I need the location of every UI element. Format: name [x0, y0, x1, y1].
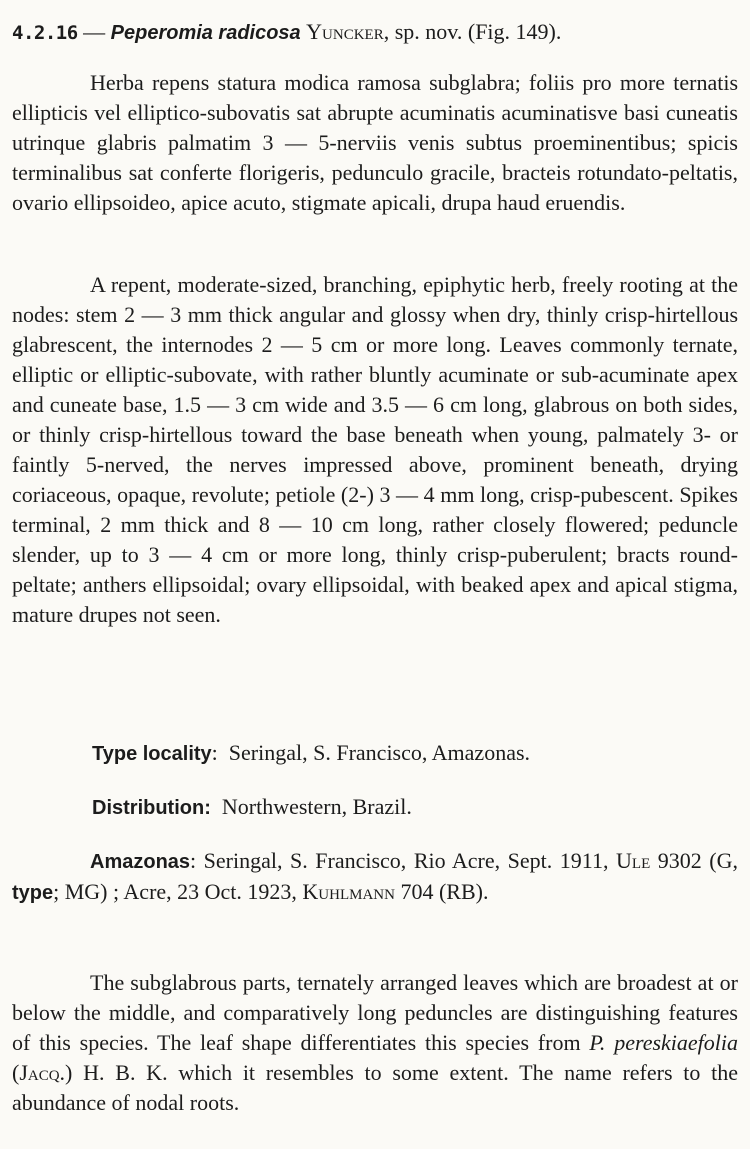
notes-text-1: The subglabrous parts, ternately arranged leaves which are broadest at or below the middle, and comparatively long peduncles are distinguishing features of this species. The leaf shape differentiates this species from [12, 970, 738, 1055]
english-description [12, 270, 738, 630]
type-locality-label: Type locality [92, 743, 212, 765]
type-locality-value: Seringal, S. Francisco, Amazonas. [228, 740, 531, 765]
latin-diagnosis [12, 68, 738, 218]
collector-ule: Ule [616, 848, 651, 873]
heading-dash: — [83, 19, 106, 44]
species-epithet: radicosa [218, 22, 301, 44]
specimens-cited: Amazonas: Seringal, S. Francisco, Rio Acre, Sept. 1911, Ule 9302 (G, type; MG) ; Acre, 23 Oct. 1923, Kuhlmann 704 (RB). [12, 848, 739, 904]
author-reference: (Jacq.) [12, 1060, 73, 1085]
species-heading [12, 16, 740, 49]
specimens-text-2: 9302 (G, [657, 848, 739, 873]
species-reference: P. pereskiaefolia [589, 1030, 739, 1055]
genus-name: Peperomia [110, 22, 213, 44]
heading-status: , sp. nov. (Fig. 149). [383, 19, 562, 44]
species-number: 4.2.16 [12, 22, 78, 44]
specimens-text-1: Seringal, S. Francisco, Rio Acre, Sept. 1911, [203, 848, 609, 873]
collector-kuhlmann: Kuhlmann [302, 879, 395, 904]
type-locality: Type locality: Seringal, S. Francisco, Amazonas. [92, 740, 531, 765]
specimens-text-3: ; MG) ; Acre, 23 Oct. 1923, [53, 879, 297, 904]
type-designation: type [12, 882, 54, 904]
distribution-label: Distribution: [92, 797, 211, 819]
specimens-text-4: 704 (RB). [400, 879, 489, 904]
author-name: Yuncker [306, 19, 384, 44]
distribution [92, 792, 412, 823]
notes-text-2: H. B. K. which it resembles to some extent. The name refers to the abundance of nodal roots. [12, 1060, 739, 1115]
english-description-text: A repent, moderate-sized, branching, epiphytic herb, freely rooting at the nodes: stem 2 — 3 mm thick angular and glossy when dry, thinly crisp-hirtellous glabrescent, the internodes 2 — 5 cm or more long. Leaves commonly ternate, elliptic or elliptic-subovate, with rather bluntly acuminate or sub-acuminate apex and cuneate base, 1.5 — 3 cm wide and 3.5 — 6 cm long, glabrous on both sides, or thinly crisp-hirtellous toward the base beneath when young, palmately 3- or faintly 5-nerved, the nerves impressed above, prominent beneath, drying coriaceous, opaque, revolute; petiole (2-) 3 — 4 mm long, crisp-pubescent. Spikes terminal, 2 mm thick and 8 — 10 cm long, rather closely flowered; peduncle slender, up to 3 — 4 cm or more long, thinly crisp-puberulent; bracts round-peltate; anthers ellipsoidal; ovary ellipsoidal, with beaked apex and apical stigma, mature drupes not seen. [12, 272, 738, 627]
distribution-value: Northwestern, Brazil. [221, 794, 412, 819]
specimens-label: Amazonas [90, 851, 191, 873]
diagnostic-notes [12, 968, 738, 1118]
latin-diagnosis-text: Herba repens statura modica ramosa subglabra; foliis pro more ternatis ellipticis vel elliptico-subovatis sat abrupte acuminatis acuminatisve basi cuneatis utrinque glabris palmatim 3 — 5-nerviis venis subtus proeminentibus; spicis terminalibus sat conferte florigeris, pedunculo gracile, bracteis rotundato-peltatis, ovario ellipsoideo, apice acuto, stigmate apicali, drupa haud eruendis. [12, 70, 738, 215]
